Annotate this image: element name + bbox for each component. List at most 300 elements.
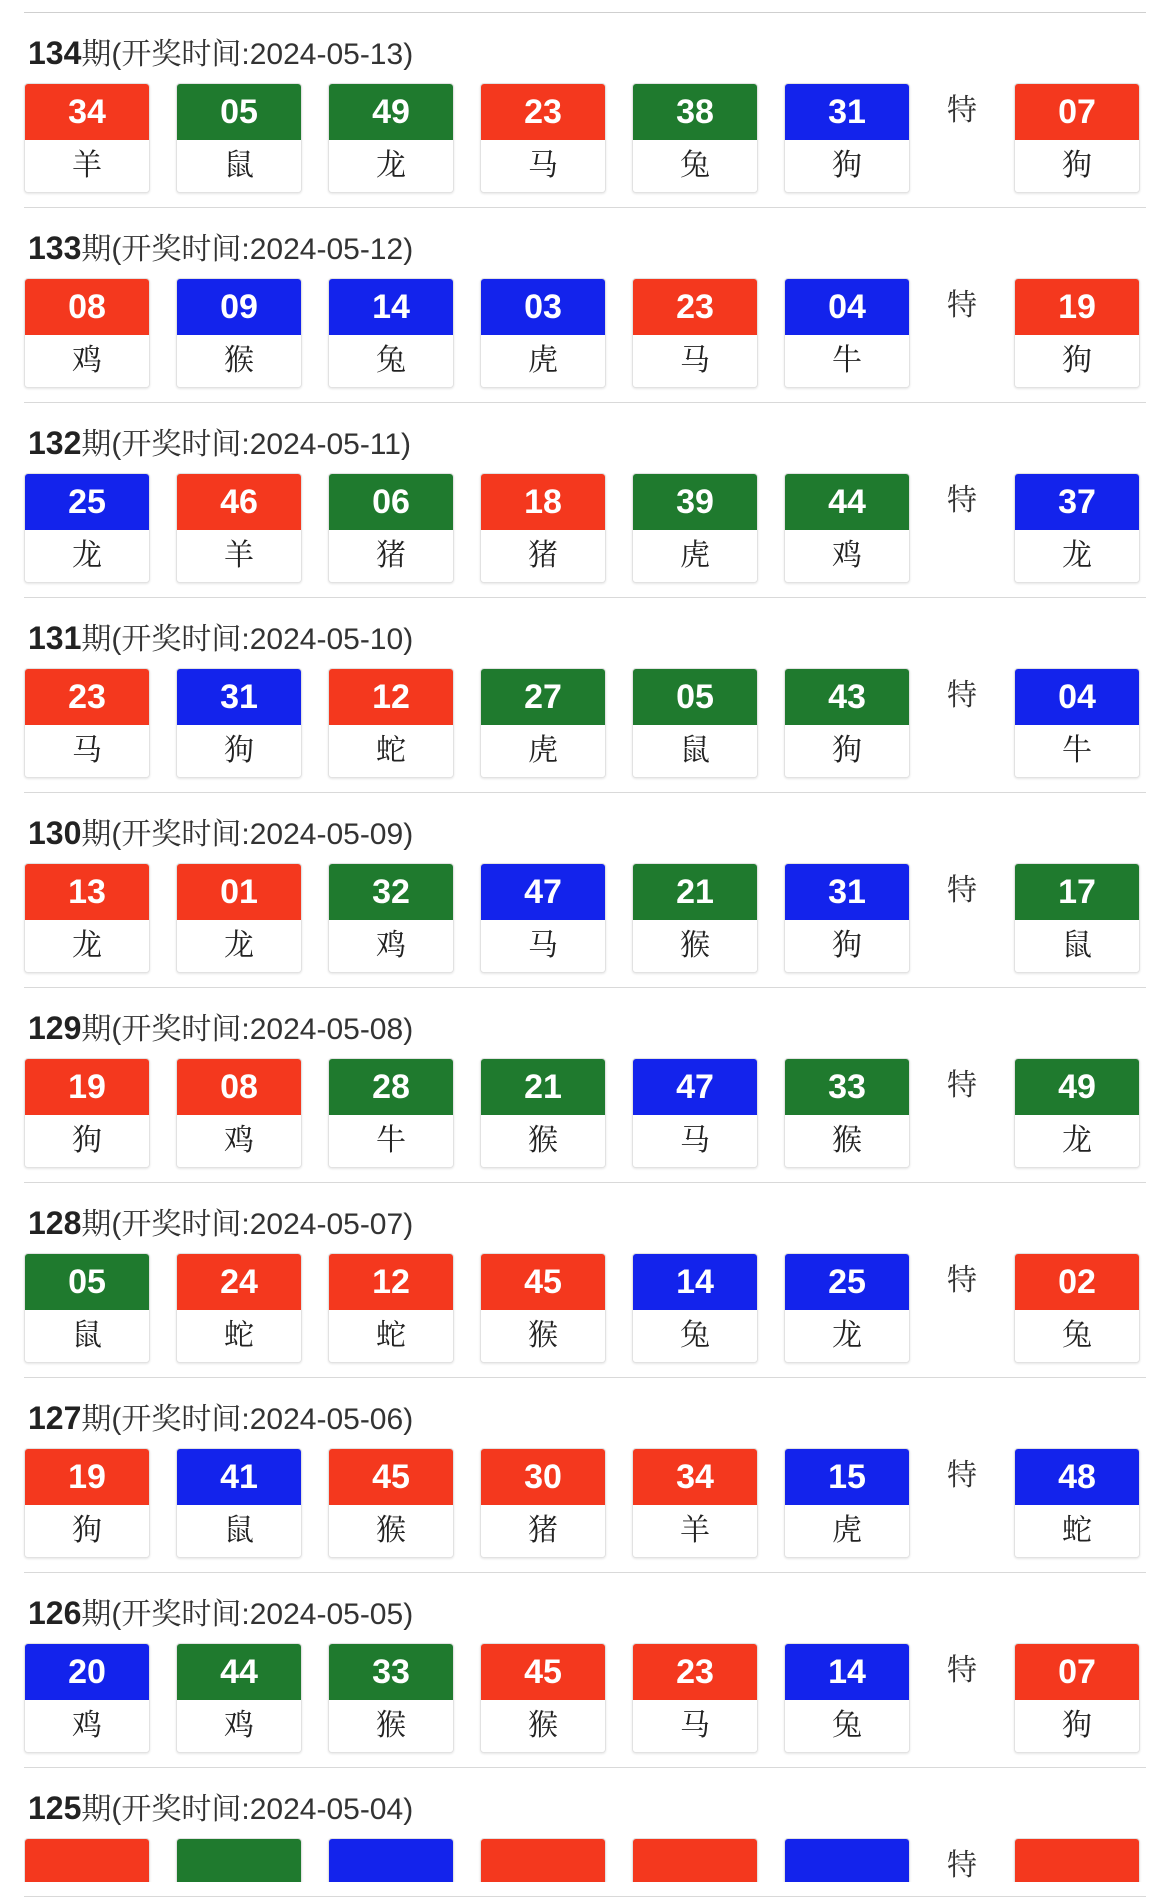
ball-cell <box>24 1253 150 1363</box>
ball-cell <box>24 1448 150 1558</box>
ball-cell <box>480 1838 606 1882</box>
draw-issue-number: 128 <box>28 1205 82 1241</box>
ball-cell <box>480 278 606 388</box>
ball-zodiac: 狗 <box>177 725 301 777</box>
ball-zodiac: 兔 <box>329 335 453 387</box>
ball-zodiac: 马 <box>481 920 605 972</box>
ball-number: 44 <box>785 474 909 530</box>
ball-cell <box>176 863 302 973</box>
ball-number: 47 <box>481 864 605 920</box>
ball-number: 08 <box>25 279 149 335</box>
ball-cell <box>328 863 454 973</box>
ball-zodiac: 猪 <box>329 530 453 582</box>
special-ball-number: 07 <box>1015 84 1139 140</box>
draw-header <box>24 13 1146 83</box>
draw-issue-number: 133 <box>28 230 82 266</box>
special-ball-number: 19 <box>1015 279 1139 335</box>
ball-number: 14 <box>633 1254 757 1310</box>
special-ball-zodiac: 兔 <box>1015 1310 1139 1362</box>
draw-header <box>24 793 1146 863</box>
special-ball-number: 37 <box>1015 474 1139 530</box>
draw-list <box>24 13 1146 1897</box>
ball-zodiac: 兔 <box>633 140 757 192</box>
ball-zodiac: 牛 <box>329 1115 453 1167</box>
ball-zodiac: 鼠 <box>177 1505 301 1557</box>
ball-zodiac: 鸡 <box>25 335 149 387</box>
special-ball-label: 特 <box>947 1654 977 1687</box>
regular-balls-group <box>24 863 910 973</box>
ball-zodiac: 牛 <box>785 335 909 387</box>
draw-issue-suffix: 期 <box>81 1403 112 1436</box>
ball-cell <box>632 1253 758 1363</box>
ball-number: 25 <box>785 1254 909 1310</box>
draw-time-suffix: ) <box>403 233 414 266</box>
ball-cell <box>328 83 454 193</box>
regular-balls-group <box>24 278 910 388</box>
ball-zodiac: 虎 <box>633 530 757 582</box>
ball-zodiac: 猴 <box>785 1115 909 1167</box>
regular-balls-group <box>24 473 910 583</box>
special-ball-label: 特 <box>947 874 977 907</box>
special-ball-cell <box>1014 1448 1140 1558</box>
balls-row <box>24 668 1146 778</box>
ball-number: 30 <box>481 1449 605 1505</box>
ball-cell <box>328 473 454 583</box>
ball-cell <box>480 863 606 973</box>
ball-number: 09 <box>177 279 301 335</box>
regular-balls-group <box>24 83 910 193</box>
ball-cell <box>632 1448 758 1558</box>
ball-number: 24 <box>177 1254 301 1310</box>
ball-zodiac: 鼠 <box>177 140 301 192</box>
draw-time-suffix: ) <box>403 1208 414 1241</box>
ball-number: 38 <box>633 84 757 140</box>
ball-number: 33 <box>329 1644 453 1700</box>
draw-date: 2024-05-12 <box>249 233 404 266</box>
ball-cell <box>784 668 910 778</box>
balls-row <box>24 1253 1146 1363</box>
ball-cell <box>328 1643 454 1753</box>
draw-time-prefix: (开奖时间: <box>111 1403 250 1436</box>
ball-number: 14 <box>329 279 453 335</box>
ball-number: 27 <box>481 669 605 725</box>
ball-zodiac: 蛇 <box>177 1310 301 1362</box>
ball-cell <box>784 83 910 193</box>
draw-time-prefix: (开奖时间: <box>111 623 250 656</box>
ball-cell <box>784 1448 910 1558</box>
draw-issue-suffix: 期 <box>81 1013 112 1046</box>
regular-balls-group <box>24 1253 910 1363</box>
special-ball-cell <box>1014 473 1140 583</box>
ball-number: 34 <box>25 84 149 140</box>
ball-cell <box>480 1448 606 1558</box>
ball-zodiac: 马 <box>25 725 149 777</box>
ball-number: 45 <box>481 1644 605 1700</box>
ball-cell <box>632 863 758 973</box>
draw-block <box>24 13 1146 208</box>
ball-number: 19 <box>25 1059 149 1115</box>
draw-issue-number: 134 <box>28 35 82 71</box>
special-ball-cell <box>1014 1643 1140 1753</box>
ball-cell <box>328 1253 454 1363</box>
ball-cell <box>632 83 758 193</box>
ball-cell <box>24 1643 150 1753</box>
ball-number: 31 <box>177 669 301 725</box>
ball-zodiac: 鸡 <box>25 1700 149 1752</box>
special-ball-number: 48 <box>1015 1449 1139 1505</box>
ball-zodiac: 龙 <box>785 1310 909 1362</box>
ball-number: 06 <box>329 474 453 530</box>
draw-block <box>24 403 1146 598</box>
ball-zodiac: 狗 <box>785 140 909 192</box>
draw-header <box>24 598 1146 668</box>
draw-time-suffix: ) <box>403 1793 414 1826</box>
special-ball-zodiac: 蛇 <box>1015 1505 1139 1557</box>
ball-number: 23 <box>633 1644 757 1700</box>
ball-zodiac: 龙 <box>25 920 149 972</box>
special-ball-zodiac: 鼠 <box>1015 920 1139 972</box>
ball-zodiac: 羊 <box>633 1505 757 1557</box>
draw-issue-suffix: 期 <box>81 1598 112 1631</box>
ball-zodiac: 马 <box>633 335 757 387</box>
ball-zodiac: 鸡 <box>329 920 453 972</box>
special-ball-label: 特 <box>947 289 977 322</box>
ball-number: 23 <box>633 279 757 335</box>
ball-cell <box>784 278 910 388</box>
draw-time-suffix: ) <box>403 1013 414 1046</box>
ball-number: 14 <box>785 1644 909 1700</box>
draw-issue-number: 125 <box>28 1790 82 1826</box>
ball-zodiac: 猴 <box>177 335 301 387</box>
ball-cell <box>632 668 758 778</box>
ball-cell <box>24 1058 150 1168</box>
draw-header <box>24 1768 1146 1838</box>
ball-number <box>177 1839 301 1882</box>
draw-issue-suffix: 期 <box>81 428 112 461</box>
special-ball-label: 特 <box>947 94 977 127</box>
ball-zodiac: 兔 <box>785 1700 909 1752</box>
ball-cell <box>480 473 606 583</box>
draw-time-prefix: (开奖时间: <box>111 1013 250 1046</box>
ball-number: 44 <box>177 1644 301 1700</box>
ball-zodiac: 龙 <box>25 530 149 582</box>
page-top-divider <box>24 0 1146 13</box>
special-ball-label: 特 <box>947 1264 977 1297</box>
ball-number: 45 <box>481 1254 605 1310</box>
ball-cell <box>176 1643 302 1753</box>
draw-time-prefix: (开奖时间: <box>111 38 250 71</box>
special-ball-cell <box>1014 278 1140 388</box>
draw-block <box>24 1573 1146 1768</box>
ball-cell <box>24 1838 150 1882</box>
ball-number: 25 <box>25 474 149 530</box>
draw-date: 2024-05-08 <box>249 1013 404 1046</box>
ball-cell <box>24 473 150 583</box>
ball-cell <box>176 668 302 778</box>
ball-zodiac: 龙 <box>177 920 301 972</box>
draw-block <box>24 1183 1146 1378</box>
special-ball-cell <box>1014 83 1140 193</box>
draw-issue-number: 129 <box>28 1010 82 1046</box>
draw-block <box>24 1378 1146 1573</box>
ball-number: 31 <box>785 864 909 920</box>
draw-block <box>24 793 1146 988</box>
special-ball-cell <box>1014 1253 1140 1363</box>
ball-cell <box>784 1838 910 1882</box>
draw-time-prefix: (开奖时间: <box>111 1598 250 1631</box>
ball-cell <box>24 83 150 193</box>
ball-zodiac: 马 <box>633 1115 757 1167</box>
ball-number: 05 <box>633 669 757 725</box>
special-ball-cell <box>1014 863 1140 973</box>
ball-cell <box>176 1448 302 1558</box>
ball-number: 31 <box>785 84 909 140</box>
ball-cell <box>24 668 150 778</box>
ball-cell <box>784 863 910 973</box>
ball-number <box>329 1839 453 1882</box>
draw-issue-suffix: 期 <box>81 1208 112 1241</box>
ball-number: 33 <box>785 1059 909 1115</box>
special-ball-zodiac: 龙 <box>1015 530 1139 582</box>
ball-number: 39 <box>633 474 757 530</box>
special-ball-number: 07 <box>1015 1644 1139 1700</box>
regular-balls-group <box>24 1448 910 1558</box>
regular-balls-group <box>24 1058 910 1168</box>
draw-issue-number: 132 <box>28 425 82 461</box>
ball-number: 32 <box>329 864 453 920</box>
special-ball-number: 02 <box>1015 1254 1139 1310</box>
special-ball-label: 特 <box>947 1849 977 1882</box>
ball-zodiac: 马 <box>481 140 605 192</box>
ball-zodiac: 猴 <box>329 1700 453 1752</box>
draw-date: 2024-05-11 <box>249 428 401 461</box>
special-ball-zodiac: 牛 <box>1015 725 1139 777</box>
draw-time-suffix: ) <box>403 818 414 851</box>
ball-cell <box>24 863 150 973</box>
ball-cell <box>480 1643 606 1753</box>
special-ball-number <box>1015 1839 1139 1882</box>
ball-cell <box>24 278 150 388</box>
ball-zodiac: 虎 <box>785 1505 909 1557</box>
draw-date: 2024-05-06 <box>249 1403 404 1436</box>
draw-time-suffix: ) <box>403 1403 414 1436</box>
ball-zodiac: 龙 <box>329 140 453 192</box>
ball-number <box>25 1839 149 1882</box>
ball-zodiac: 虎 <box>481 725 605 777</box>
balls-row <box>24 863 1146 973</box>
ball-zodiac: 鼠 <box>633 725 757 777</box>
draw-issue-suffix: 期 <box>81 1793 112 1826</box>
ball-cell <box>784 1643 910 1753</box>
draw-issue-number: 131 <box>28 620 82 656</box>
balls-row <box>24 278 1146 388</box>
special-ball-zodiac: 狗 <box>1015 335 1139 387</box>
ball-zodiac: 狗 <box>25 1115 149 1167</box>
ball-zodiac: 蛇 <box>329 725 453 777</box>
ball-cell <box>176 278 302 388</box>
ball-cell <box>632 1058 758 1168</box>
special-ball-label: 特 <box>947 1459 977 1492</box>
ball-cell <box>632 278 758 388</box>
ball-cell <box>176 1058 302 1168</box>
draw-time-suffix: ) <box>400 428 411 461</box>
balls-row <box>24 1448 1146 1558</box>
draw-time-prefix: (开奖时间: <box>111 1793 250 1826</box>
ball-cell <box>328 668 454 778</box>
ball-cell <box>328 1448 454 1558</box>
ball-number: 41 <box>177 1449 301 1505</box>
ball-cell <box>176 1253 302 1363</box>
ball-zodiac: 狗 <box>785 920 909 972</box>
special-ball-zodiac: 狗 <box>1015 140 1139 192</box>
ball-zodiac: 兔 <box>633 1310 757 1362</box>
draw-date: 2024-05-10 <box>249 623 404 656</box>
ball-zodiac: 鸡 <box>177 1700 301 1752</box>
draw-issue-suffix: 期 <box>81 818 112 851</box>
ball-number: 46 <box>177 474 301 530</box>
ball-number: 18 <box>481 474 605 530</box>
regular-balls-group <box>24 1643 910 1753</box>
ball-cell <box>480 83 606 193</box>
draw-time-suffix: ) <box>403 38 414 71</box>
regular-balls-group <box>24 1838 910 1882</box>
draw-time-suffix: ) <box>403 1598 414 1631</box>
draw-date: 2024-05-13 <box>249 38 404 71</box>
balls-row <box>24 1643 1146 1753</box>
ball-zodiac: 羊 <box>25 140 149 192</box>
ball-zodiac: 猪 <box>481 530 605 582</box>
ball-number: 43 <box>785 669 909 725</box>
ball-number: 49 <box>329 84 453 140</box>
ball-number: 19 <box>25 1449 149 1505</box>
ball-number: 04 <box>785 279 909 335</box>
ball-zodiac: 猴 <box>633 920 757 972</box>
ball-cell <box>328 278 454 388</box>
draw-issue-suffix: 期 <box>81 233 112 266</box>
ball-cell <box>176 83 302 193</box>
ball-number: 21 <box>481 1059 605 1115</box>
draw-block <box>24 988 1146 1183</box>
ball-number: 23 <box>25 669 149 725</box>
ball-number: 01 <box>177 864 301 920</box>
ball-cell <box>328 1838 454 1882</box>
ball-cell <box>176 1838 302 1882</box>
draw-header <box>24 1573 1146 1643</box>
ball-number <box>633 1839 757 1882</box>
ball-zodiac: 狗 <box>25 1505 149 1557</box>
draw-time-suffix: ) <box>403 623 414 656</box>
ball-cell <box>480 668 606 778</box>
ball-cell <box>784 1058 910 1168</box>
ball-number: 47 <box>633 1059 757 1115</box>
balls-row <box>24 83 1146 193</box>
ball-zodiac: 鸡 <box>177 1115 301 1167</box>
special-ball-cell <box>1014 1058 1140 1168</box>
draw-issue-number: 127 <box>28 1400 82 1436</box>
ball-zodiac: 鸡 <box>785 530 909 582</box>
ball-zodiac: 狗 <box>785 725 909 777</box>
ball-zodiac: 猴 <box>481 1115 605 1167</box>
special-ball-cell <box>1014 1838 1140 1882</box>
ball-number <box>481 1839 605 1882</box>
draw-time-prefix: (开奖时间: <box>111 818 250 851</box>
draw-issue-suffix: 期 <box>81 623 112 656</box>
ball-zodiac: 虎 <box>481 335 605 387</box>
draw-date: 2024-05-05 <box>249 1598 404 1631</box>
draw-time-prefix: (开奖时间: <box>111 428 250 461</box>
ball-number: 34 <box>633 1449 757 1505</box>
ball-cell <box>784 473 910 583</box>
draw-header <box>24 988 1146 1058</box>
ball-number: 45 <box>329 1449 453 1505</box>
draw-time-prefix: (开奖时间: <box>111 1208 250 1241</box>
ball-zodiac: 马 <box>633 1700 757 1752</box>
special-ball-cell <box>1014 668 1140 778</box>
ball-number: 23 <box>481 84 605 140</box>
ball-zodiac: 猴 <box>481 1310 605 1362</box>
draw-block <box>24 1768 1146 1897</box>
ball-number: 08 <box>177 1059 301 1115</box>
special-ball-number: 04 <box>1015 669 1139 725</box>
ball-number: 28 <box>329 1059 453 1115</box>
ball-cell <box>328 1058 454 1168</box>
regular-balls-group <box>24 668 910 778</box>
ball-number: 05 <box>25 1254 149 1310</box>
draw-issue-number: 126 <box>28 1595 82 1631</box>
ball-number: 21 <box>633 864 757 920</box>
balls-row <box>24 1058 1146 1168</box>
ball-number: 03 <box>481 279 605 335</box>
ball-zodiac: 猴 <box>329 1505 453 1557</box>
draw-date: 2024-05-07 <box>249 1208 404 1241</box>
draw-block <box>24 598 1146 793</box>
draw-issue-number: 130 <box>28 815 82 851</box>
ball-cell <box>480 1058 606 1168</box>
special-ball-label: 特 <box>947 1069 977 1102</box>
special-ball-label: 特 <box>947 679 977 712</box>
balls-row <box>24 473 1146 583</box>
draw-time-prefix: (开奖时间: <box>111 233 250 266</box>
ball-zodiac: 猴 <box>481 1700 605 1752</box>
draw-date: 2024-05-04 <box>249 1793 404 1826</box>
ball-cell <box>176 473 302 583</box>
ball-number: 13 <box>25 864 149 920</box>
draw-issue-suffix: 期 <box>81 38 112 71</box>
ball-number: 20 <box>25 1644 149 1700</box>
ball-zodiac: 猪 <box>481 1505 605 1557</box>
ball-zodiac: 蛇 <box>329 1310 453 1362</box>
special-ball-number: 17 <box>1015 864 1139 920</box>
special-ball-zodiac: 龙 <box>1015 1115 1139 1167</box>
ball-cell <box>784 1253 910 1363</box>
balls-row <box>24 1838 1146 1882</box>
ball-number: 12 <box>329 669 453 725</box>
special-ball-label: 特 <box>947 484 977 517</box>
draw-header <box>24 1378 1146 1448</box>
ball-zodiac: 鼠 <box>25 1310 149 1362</box>
ball-number: 15 <box>785 1449 909 1505</box>
draw-header <box>24 208 1146 278</box>
ball-cell <box>632 1838 758 1882</box>
draw-date: 2024-05-09 <box>249 818 404 851</box>
ball-number: 12 <box>329 1254 453 1310</box>
special-ball-number: 49 <box>1015 1059 1139 1115</box>
ball-cell <box>632 473 758 583</box>
ball-number: 05 <box>177 84 301 140</box>
ball-number <box>785 1839 909 1882</box>
draw-header <box>24 1183 1146 1253</box>
draw-header <box>24 403 1146 473</box>
